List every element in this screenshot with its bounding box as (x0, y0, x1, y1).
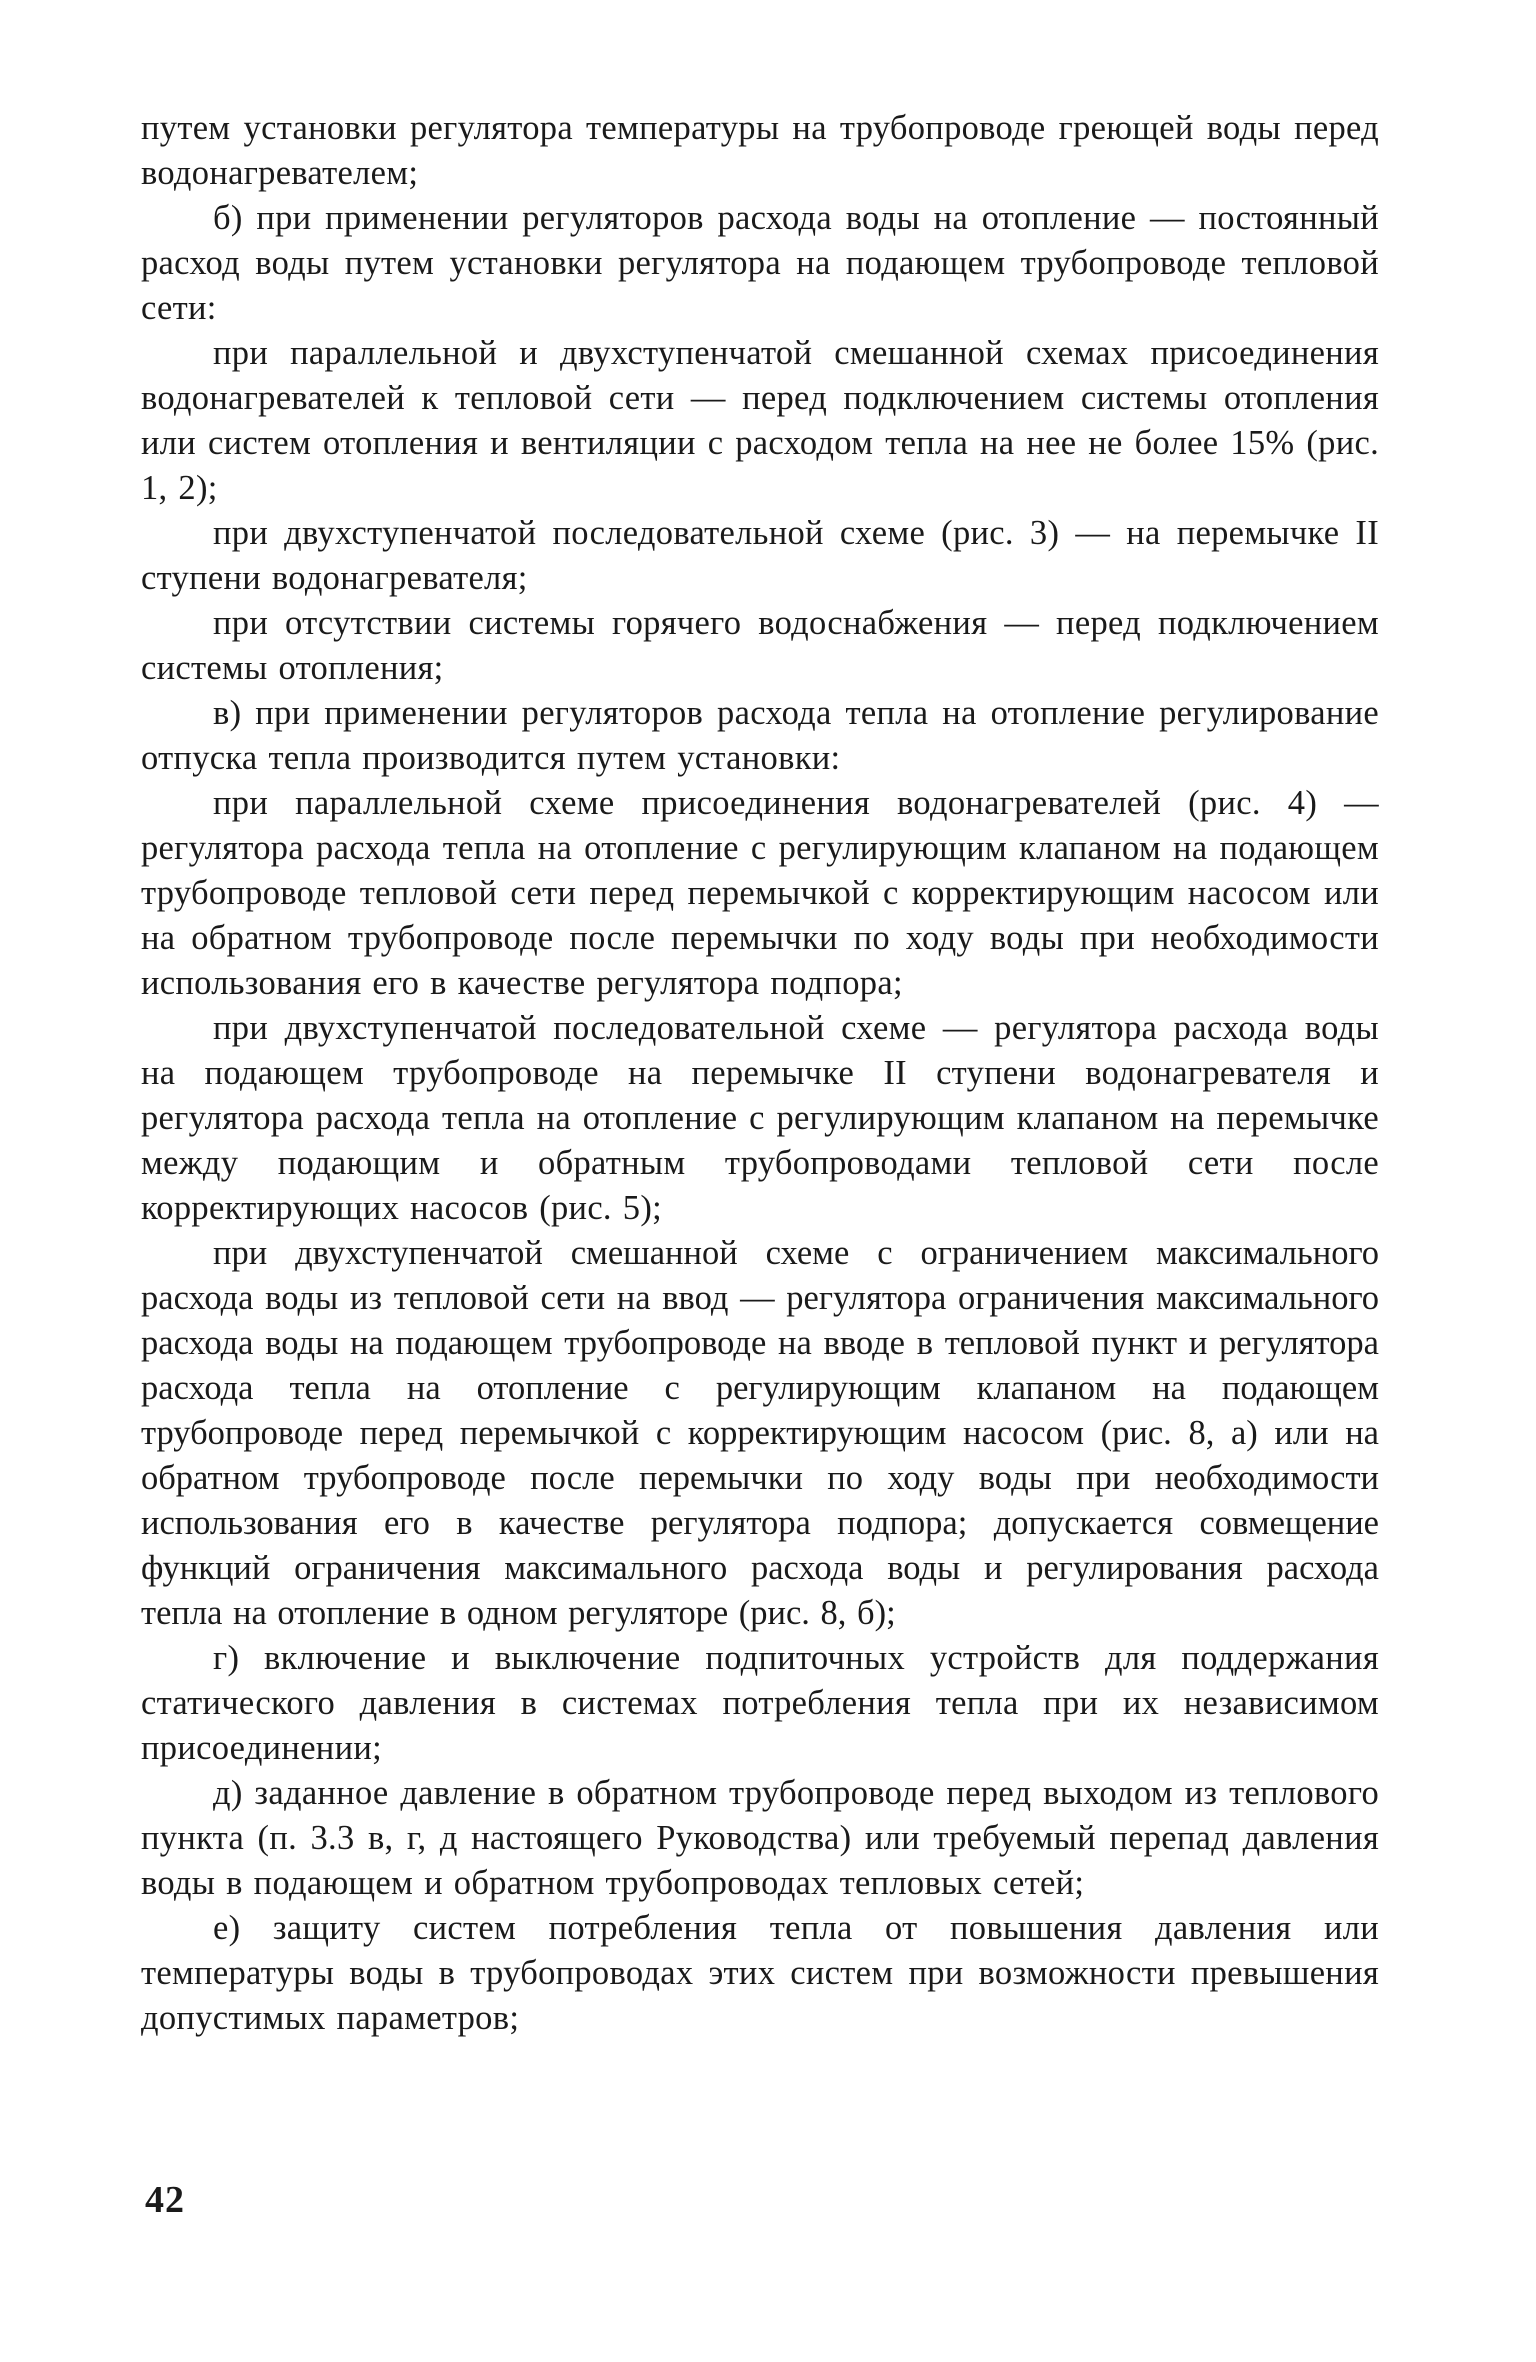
paragraph-11: д) заданное давление в обратном трубопроводе перед выходом из теплового пункта (п. 3.3 в, г, д настоящего Руководства) или требуемый перепад давления воды в подающем и обратном трубопроводах тепловых сетей; (141, 1774, 1379, 1902)
paragraph-2: б) при применении регуляторов расхода воды на отопление — постоянный расход воды путем установки регулятора на подающем трубопроводе тепловой сети: (141, 199, 1379, 327)
paragraph-12: е) защиту систем потребления тепла от повышения давления или температуры воды в трубопроводах этих систем при возможности превышения допустимых параметров; (141, 1909, 1379, 2037)
paragraph-4: при двухступенчатой последовательной схеме (рис. 3) — на перемычке II ступени водонагревателя; (141, 514, 1379, 597)
paragraph-3: при параллельной и двухступенчатой смешанной схемах присоединения водонагревателей к тепловой сети — перед подключением системы отопления или систем отопления и вентиляции с расходом тепла на нее не более 15% (рис. 1, 2); (141, 334, 1379, 507)
paragraph-9: при двухступенчатой смешанной схеме с ограничением максимального расхода воды из тепловой сети на ввод — регулятора ограничения максимального расхода воды на подающем трубопроводе на вводе в тепловой пункт и регулятора расхода тепла на отопление с регулирующим клапаном на подающем трубопроводе перед перемычкой с корректирующим насосом (рис. 8, а) или на обратном трубопроводе после перемычки по ходу воды при необходимости использования его в качестве регулятора подпора; допускается совмещение функций ограничения максимального расхода воды и регулирования расхода тепла на отопление в одном регуляторе (рис. 8, б); (141, 1234, 1379, 1632)
paragraph-10: г) включение и выключение подпиточных устройств для поддержания статического давления в системах потребления тепла при их независимом присоединении; (141, 1639, 1379, 1767)
page-number: 42 (145, 2179, 185, 2221)
paragraph-8: при двухступенчатой последовательной схеме — регулятора расхода воды на подающем трубопроводе на перемычке II ступени водонагревателя и регулятора расхода тепла на отопление с регулирующим клапаном на перемычке между подающим и обратным трубопроводами тепловой сети после корректирующих насосов (рис. 5); (141, 1009, 1379, 1227)
body-text (141, 106, 1379, 2041)
paragraph-6: в) при применении регуляторов расхода тепла на отопление регулирование отпуска тепла производится путем установки: (141, 694, 1379, 777)
paragraph-5: при отсутствии системы горячего водоснабжения — перед подключением системы отопления; (141, 604, 1379, 687)
paragraph-1: путем установки регулятора температуры на трубопроводе греющей воды перед водонагревателем; (141, 109, 1379, 192)
paragraph-7: при параллельной схеме присоединения водонагревателей (рис. 4) — регулятора расхода тепла на отопление с регулирующим клапаном на подающем трубопроводе тепловой сети перед перемычкой с корректирующим насосом или на обратном трубопроводе после перемычки по ходу воды при необходимости использования его в качестве регулятора подпора; (141, 784, 1379, 1002)
